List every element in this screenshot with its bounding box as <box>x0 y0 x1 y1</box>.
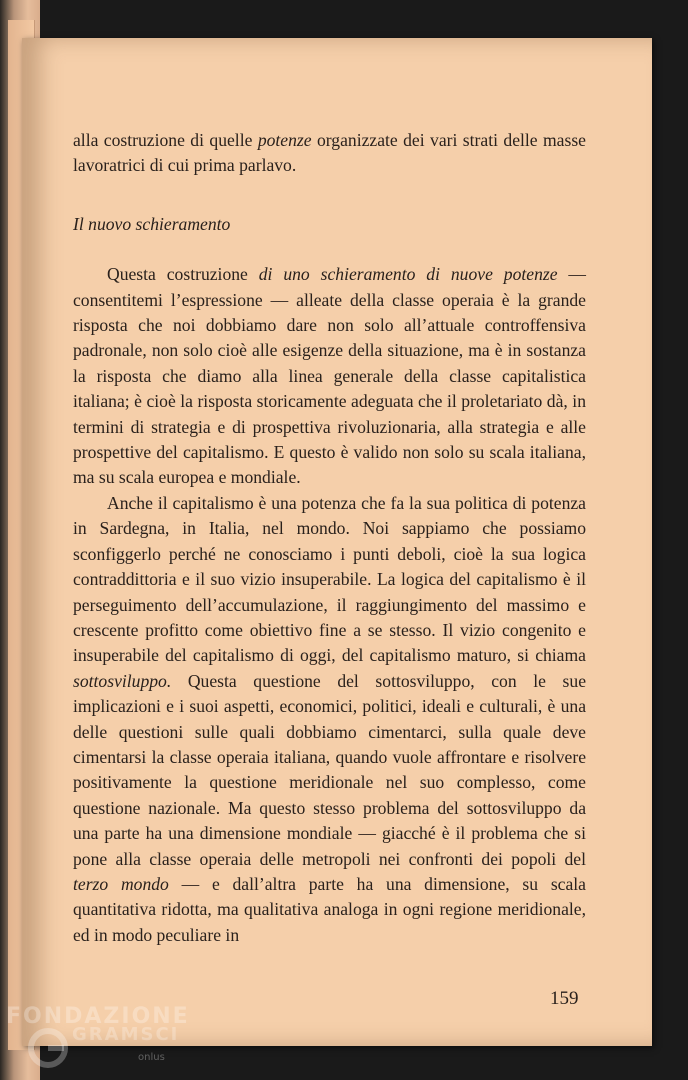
watermark-title: FONDAZIONE <box>6 1004 190 1029</box>
section-heading: Il nuovo schieramento <box>73 213 231 234</box>
paragraph-1: Questa costruzione di uno schieramento di nuove potenze — consentitemi l’espressione — alleate della classe operaia è la grande risposta che noi dobbiamo dare non solo all’attuale controffensiva padronale, non solo cioè alle esigenze della situazione, ma è in sostanza la risposta che diamo alla linea generale della classe capitalistica italiana; è cioè la risposta storicamente adeguata che il proletariato dà, in termini di strategia e di prospettiva rivoluzionaria, alla strategia e alle prospettive del capitalismo. E questo è valido non solo su scala italiana, ma su scala europea e mondiale. <box>73 264 587 488</box>
page-number: 159 <box>550 988 579 1009</box>
watermark-suffix: onlus <box>138 1052 165 1063</box>
watermark-subtitle: GRAMSCI <box>72 1024 180 1045</box>
paragraph-2: Anche il capitalismo è una potenza che fa la sua politica di potenza in Sardegna, in Italia, nel mondo. Noi sappiamo che possiamo sconfiggerlo perché ne conosciamo i punti deboli, cioè la sua logica contraddittoria e il suo vizio insuperabile. La logica del capitalismo è il perseguimento dell’accumulazione, il raggiungimento del massimo e crescente profitto come obiettivo fine a se stesso. Il vizio congenito e insuperabile del capitalismo di oggi, del capitalismo maturo, si chiama sottosviluppo. Questa questione del sottosviluppo, con le sue implicazioni e i suoi aspetti, economici, politici, ideali e culturali, è una delle questioni sulle quali dobbiamo cimentarci, sulla quale deve cimentarsi la classe operaia italiana, quando vuole affrontare e risolvere positivamente la questione meridionale nel suo complesso, come questione nazionale. Ma questo stesso problema del sottosviluppo da una parte ha una dimensione mondiale — giacché è il problema che si pone alla classe operaia delle metropoli nei confronti dei popoli del terzo mondo — e dall’altra parte ha una dimensione, su scala quantitativa ridotta, ma qualitativa analoga in ogni regione meridionale, ed in modo peculiare in <box>73 492 586 945</box>
opening-paragraph: alla costruzione di quelle potenze organizzate dei vari strati delle masse lavoratrici di cui prima parlavo. <box>73 130 586 176</box>
italic-phrase: potenze <box>257 130 312 150</box>
foundation-logo-icon <box>26 1026 70 1070</box>
italic-phrase: sottosviluppo. <box>73 670 172 691</box>
italic-phrase: di uno schieramento di nuove potenze <box>258 264 558 285</box>
page-text <box>73 128 586 948</box>
italic-phrase: terzo mondo <box>73 873 169 894</box>
